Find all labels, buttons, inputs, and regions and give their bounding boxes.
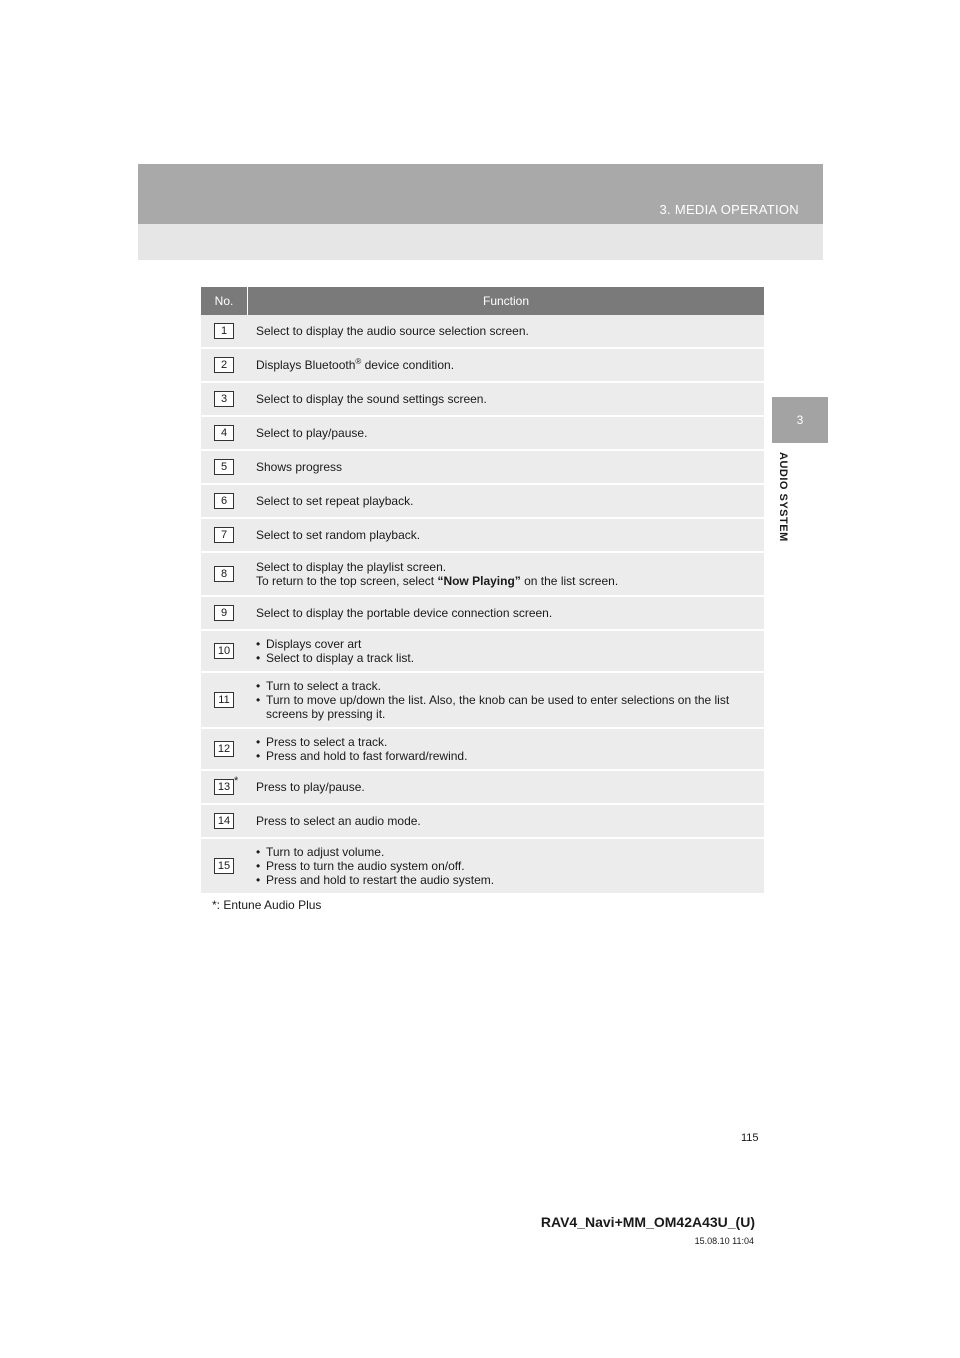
row-function: Select to display the sound settings screen.	[256, 392, 487, 406]
row-number-box: 4	[214, 425, 234, 441]
row-number-box: 7	[214, 527, 234, 543]
table-row	[201, 451, 764, 485]
header-band-lower	[138, 224, 823, 260]
row-number-box: 6	[214, 493, 234, 509]
row-number-box: 13	[214, 779, 234, 795]
table-row	[201, 519, 764, 553]
row-function: Select to set random playback.	[256, 528, 421, 542]
row-number-box: 14	[214, 813, 234, 829]
function-table	[201, 287, 764, 895]
row-number-box: 3	[214, 391, 234, 407]
header-no: No.	[214, 294, 234, 308]
row-number-box: 9	[214, 605, 234, 621]
table-row	[201, 315, 764, 349]
section-title: 3. MEDIA OPERATION	[659, 202, 799, 217]
header-band	[138, 164, 823, 224]
row-number-box: 8	[214, 566, 234, 582]
document-id: RAV4_Navi+MM_OM42A43U_(U)	[540, 1214, 755, 1230]
row-function: • Displays cover art • Select to display a track list.	[247, 637, 764, 665]
table-row	[201, 805, 764, 839]
chapter-tab	[772, 397, 828, 443]
table-header	[201, 287, 764, 315]
row-function: Press to select an audio mode.	[256, 814, 421, 828]
chapter-label: AUDIO SYSTEM	[777, 452, 789, 542]
row-function: Shows progress	[256, 460, 343, 474]
chapter-number: 3	[796, 413, 804, 427]
row-number-box: 1	[214, 323, 234, 339]
table-row	[201, 729, 764, 771]
document-date-time: 15.08.10 11:04	[694, 1236, 754, 1246]
table-row	[201, 673, 764, 729]
row-function: Select to play/pause.	[256, 426, 368, 440]
row-function: Select to display the portable device connection screen.	[256, 606, 553, 620]
row-number-box: 11	[214, 692, 234, 708]
row-function: Displays Bluetooth® device condition.	[256, 357, 455, 372]
row-function: Select to display the audio source selection screen.	[256, 324, 529, 338]
row-function: Select to set repeat playback.	[256, 494, 414, 508]
header-function: Function	[247, 287, 764, 315]
table-row	[201, 597, 764, 631]
row-number-box: 15	[214, 858, 234, 874]
footnote-marker: *	[234, 775, 239, 787]
row-function: • Turn to adjust volume. • Press to turn the audio system on/off. • Press and hold to restart the audio system.	[247, 845, 764, 887]
table-row	[201, 417, 764, 451]
table-row	[201, 383, 764, 417]
row-number-box: 5	[214, 459, 234, 475]
table-row	[201, 349, 764, 383]
row-function: • Press to select a track. • Press and hold to fast forward/rewind.	[247, 735, 764, 763]
table-row	[201, 553, 764, 597]
row-function: Select to display the playlist screen. To return to the top screen, select “Now Playing” on the list screen.	[256, 560, 619, 588]
row-function: • Turn to select a track. • Turn to move up/down the list. Also, the knob can be used to enter selections on the list screens by pressing it.	[247, 679, 764, 721]
table-row	[201, 631, 764, 673]
table-row	[201, 485, 764, 519]
footnote: *: Entune Audio Plus	[212, 898, 322, 912]
row-number-box: 10	[214, 643, 234, 659]
table-row	[201, 839, 764, 895]
row-number-box: 2	[214, 357, 234, 373]
row-number-box: 12	[214, 741, 234, 757]
page-number: 115	[741, 1132, 759, 1144]
row-function: Press to play/pause.	[256, 780, 365, 794]
table-row	[201, 771, 764, 805]
